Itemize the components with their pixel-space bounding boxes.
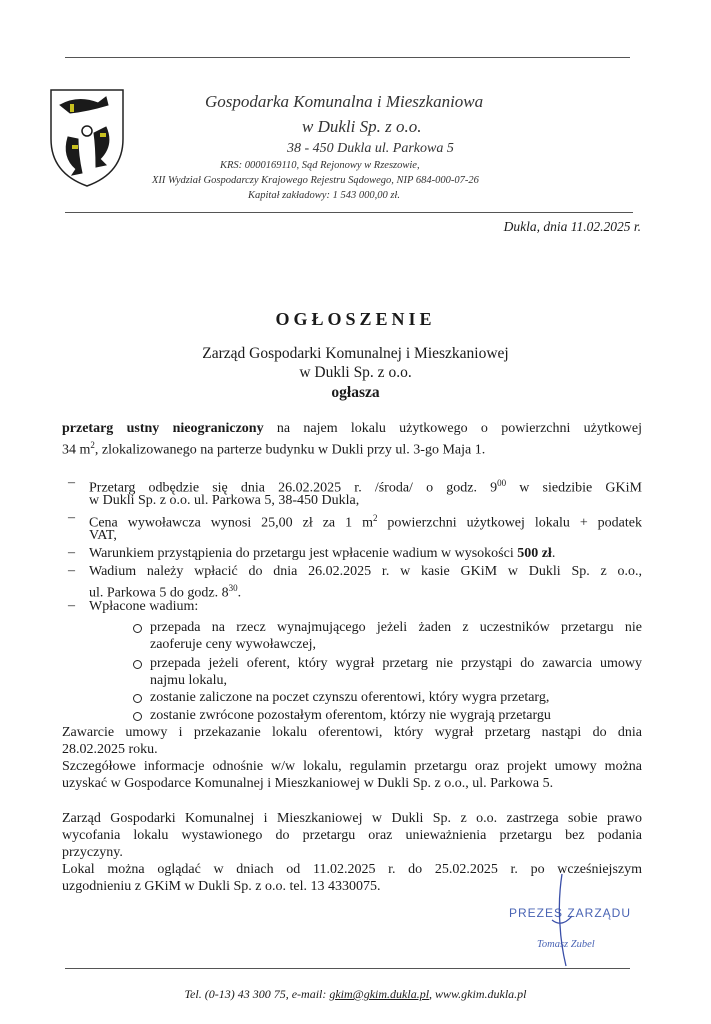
intro-text1: na najem lokalu użytkowego o powierzchni użytkowej bbox=[263, 421, 642, 436]
para-3-line2: wycofania lokalu wystawionego do przetargu oraz unieważnienia przetargu bez podania bbox=[62, 828, 642, 843]
bullet-dash: – bbox=[68, 510, 75, 525]
para-1-line1: Zawarcie umowy i przekazanie lokalu oferentowi, który wygrał przetarg nastąpi do dnia bbox=[62, 725, 642, 740]
item-2-tail: powierzchni użytkowej lokalu + podatek bbox=[377, 515, 643, 531]
para-2-line2: uzyskać w Gospodarce Komunalnej i Mieszkaniowej w Dukli Sp. z o.o., ul. Parkowa 5. bbox=[62, 776, 554, 791]
footer-contact bbox=[0, 987, 711, 1002]
document-date: Dukla, dnia 11.02.2025 r. bbox=[503, 219, 641, 234]
item-1-sup: 00 bbox=[497, 478, 507, 488]
bullet-circle bbox=[133, 660, 142, 669]
footer-sep: , bbox=[429, 987, 436, 1001]
item-1-tail: w siedzibie GKiM bbox=[506, 480, 642, 496]
sub-item-1-line2: zaoferuje ceny wywoławczej, bbox=[150, 637, 316, 652]
header-bottom-rule bbox=[65, 212, 633, 213]
footer-rule bbox=[65, 968, 630, 969]
sub-item-1-line1: przepada na rzecz wynajmującego jeżeli żaden z uczestników przetargu nie bbox=[150, 620, 642, 635]
para-2-line1: Szczegółowe informacje odnośnie w/w lokalu, regulamin przetargu oraz projekt umowy można bbox=[62, 759, 642, 774]
item-1-text: Przetarg odbędzie się dnia 26.02.2025 r. /środa/ o godz. 9 bbox=[89, 480, 498, 496]
footer-tel: Tel. (0-13) 43 300 75, e-mail: bbox=[184, 987, 330, 1001]
company-krs: KRS: 0000169110, Sąd Rejonowy w Rzeszowie, bbox=[220, 160, 420, 171]
signature-stamp-title: PREZES ZARZĄDU bbox=[509, 906, 632, 920]
para-4-line2: uzgodnieniu z GKiM w Dukli Sp. z o.o. tel. 13 4330075. bbox=[62, 879, 381, 894]
sub-item-3: zostanie zaliczone na poczet czynszu oferentowi, który wygra przetarg, bbox=[150, 690, 550, 705]
item-4-line1: Wadium należy wpłacić do dnia 26.02.2025 r. w kasie GKiM w Dukli Sp. z o.o., bbox=[89, 564, 642, 579]
bullet-dash: – bbox=[68, 475, 75, 490]
bullet-dash: – bbox=[68, 545, 75, 560]
item-3 bbox=[89, 545, 642, 562]
coat-of-arms-emblem bbox=[48, 87, 126, 189]
item-2-line2: VAT, bbox=[89, 528, 117, 543]
sub-item-4: zostanie zwrócone pozostałym oferentom, którzy nie wygrają przetargu bbox=[150, 708, 551, 723]
bullet-circle bbox=[133, 624, 142, 633]
intro-text2: , zlokalizowanego na parterze budynku w Dukli przy ul. 3-go Maja 1. bbox=[94, 442, 486, 458]
signature-stamp-name: Tomasz Zubel bbox=[537, 939, 595, 950]
sub-item-2-line2: najmu lokalu, bbox=[150, 673, 227, 688]
bullet-dash: – bbox=[68, 598, 75, 613]
area-value: 34 m bbox=[62, 442, 91, 458]
intro-line2 bbox=[62, 437, 642, 459]
item-4-end: . bbox=[237, 585, 242, 601]
item-2-sup: 2 bbox=[372, 513, 378, 523]
company-court-division: XII Wydział Gospodarczy Krajowego Rejestru Sądowego, NIP 684-000-07-26 bbox=[152, 175, 479, 186]
header-top-rule bbox=[65, 57, 630, 58]
item-4-sup: 30 bbox=[228, 583, 238, 593]
handwritten-signature bbox=[548, 870, 578, 970]
para-4-line1: Lokal można oglądać w dniach od 11.02.2025 r. do 25.02.2025 r. po wcześniejszym bbox=[62, 862, 642, 877]
announces-label: ogłasza bbox=[331, 384, 380, 401]
footer-website-link[interactable]: www.gkim.dukla.pl bbox=[435, 987, 527, 1001]
item-3-text: Warunkiem przystąpienia do przetargu jest wpłacenie wadium w wysokości bbox=[89, 546, 518, 561]
item-5: Wpłacone wadium: bbox=[89, 599, 199, 614]
document-title: OGŁOSZENIE bbox=[275, 309, 436, 329]
company-address: 38 - 450 Dukla ul. Parkowa 5 bbox=[287, 141, 454, 156]
para-1-line2: 28.02.2025 roku. bbox=[62, 742, 158, 757]
area-unit-sup: 2 bbox=[90, 440, 95, 450]
para-3-line1: Zarząd Gospodarki Komunalnej i Mieszkaniowej w Dukli Sp. z o.o. zastrzega sobie prawo bbox=[62, 811, 642, 826]
bullet-circle bbox=[133, 712, 142, 721]
company-name-line2: w Dukli Sp. z o.o. bbox=[302, 117, 422, 136]
tender-type: przetarg ustny nieograniczony bbox=[62, 421, 264, 436]
intro-line1 bbox=[62, 420, 642, 437]
company-name-line1: Gospodarka Komunalna i Mieszkaniowa bbox=[205, 92, 484, 111]
company-capital: Kapitał zakładowy: 1 543 000,00 zł. bbox=[248, 190, 400, 201]
bullet-circle bbox=[133, 694, 142, 703]
deposit-amount: 500 zł bbox=[517, 546, 552, 561]
issuer-line1: Zarząd Gospodarki Komunalnej i Mieszkaniowej bbox=[202, 345, 509, 362]
item-2-text: Cena wywoławcza wynosi 25,00 zł za 1 m bbox=[89, 515, 373, 531]
bullet-dash: – bbox=[68, 563, 75, 578]
item-1-line2: w Dukli Sp. z o.o. ul. Parkowa 5, 38-450 Dukla, bbox=[89, 493, 360, 508]
footer-email-link[interactable]: gkim@gkim.dukla.pl bbox=[329, 987, 430, 1001]
para-3-line3: przyczyny. bbox=[62, 845, 123, 860]
issuer-line2: w Dukli Sp. z o.o. bbox=[299, 364, 412, 381]
item-4-text: ul. Parkowa 5 do godz. 8 bbox=[89, 585, 229, 601]
item-3-end: . bbox=[551, 546, 556, 561]
sub-item-2-line1: przepada jeżeli oferent, który wygrał przetarg nie przystąpi do zawarcia umowy bbox=[150, 656, 642, 671]
